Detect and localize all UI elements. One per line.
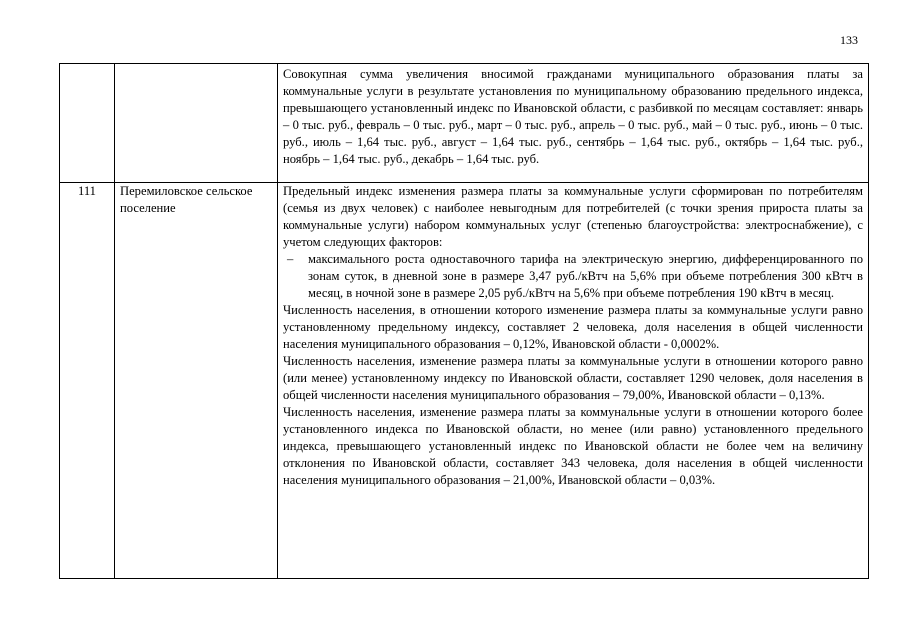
page-number: 133	[840, 33, 858, 47]
description-cell	[278, 64, 869, 183]
intro-paragraph: Предельный индекс изменения размера платы за коммунальные услуги сформирован по потребителям (семья из двух человек) с наиболее невыгодным для потребителей (с точки зрения прироста платы за коммунальные услуги) набором коммунальных услуг (степенью благоустройства: электроснабжение), с учетом следующих факторов:	[283, 184, 863, 249]
description-cell	[278, 183, 869, 579]
municipality-cell: Перемиловское сельское поселение	[115, 183, 278, 579]
document-table	[59, 63, 869, 579]
population-paragraph: Численность населения, изменение размера платы за коммунальные услуги в отношении которого равно (или менее) установленному индексу по Ивановской области, составляет 1290 человек, доля населения в общей численности населения муниципального образования – 79,00%, Ивановской области – 0,13%.	[283, 354, 863, 402]
summary-paragraph: Совокупная сумма увеличения вносимой гражданами муниципального образования платы за коммунальные услуги в результате установления по муниципальному образованию предельного индекса, превышающего установленный индекс по Ивановской области, с разбивкой по месяцам составляет: январь – 0 тыс. руб., февраль – 0 тыс. руб., март – 0 тыс. руб., апрель – 0 тыс. руб., май – 0 тыс. руб., июнь – 0 тыс. руб., июль – 1,64 тыс. руб., август – 1,64 тыс. руб., сентябрь – 1,64 тыс. руб., октябрь – 1,64 тыс. руб., ноябрь – 1,64 тыс. руб., декабрь – 1,64 тыс. руб.	[283, 67, 863, 166]
row-number-cell: 111	[60, 183, 115, 579]
row-number-cell	[60, 64, 115, 183]
factor-list	[283, 251, 863, 302]
municipality-cell	[115, 64, 278, 183]
population-paragraph: Численность населения, изменение размера платы за коммунальные услуги в отношении которого более установленного индекса по Ивановской области, но менее (или равно) установленного предельного индекса, превышающего установленный индекс по Ивановской области не более чем на величину отклонения по Ивановской области, составляет 343 человека, доля населения в общей численности населения муниципального образования – 21,00%, Ивановской области – 0,03%.	[283, 405, 863, 487]
factor-item: – максимального роста одноставочного тарифа на электрическую энергию, дифференцированного по зонам суток, в дневной зоне в размере 3,47 руб./кВтч на 5,6% при объеме потребления 300 кВтч в месяц, в ночной зоне в размере 2,05 руб./кВтч на 5,6% при объеме потребления 190 кВтч в месяц.	[283, 251, 863, 302]
population-paragraph: Численность населения, в отношении которого изменение размера платы за коммунальные услуги равно установленному предельному индексу, составляет 2 человека, доля населения в общей численности населения муниципального образования – 0,12%, Ивановской области - 0,0002%.	[283, 303, 863, 351]
table-row	[60, 64, 869, 183]
table-row	[60, 183, 869, 579]
